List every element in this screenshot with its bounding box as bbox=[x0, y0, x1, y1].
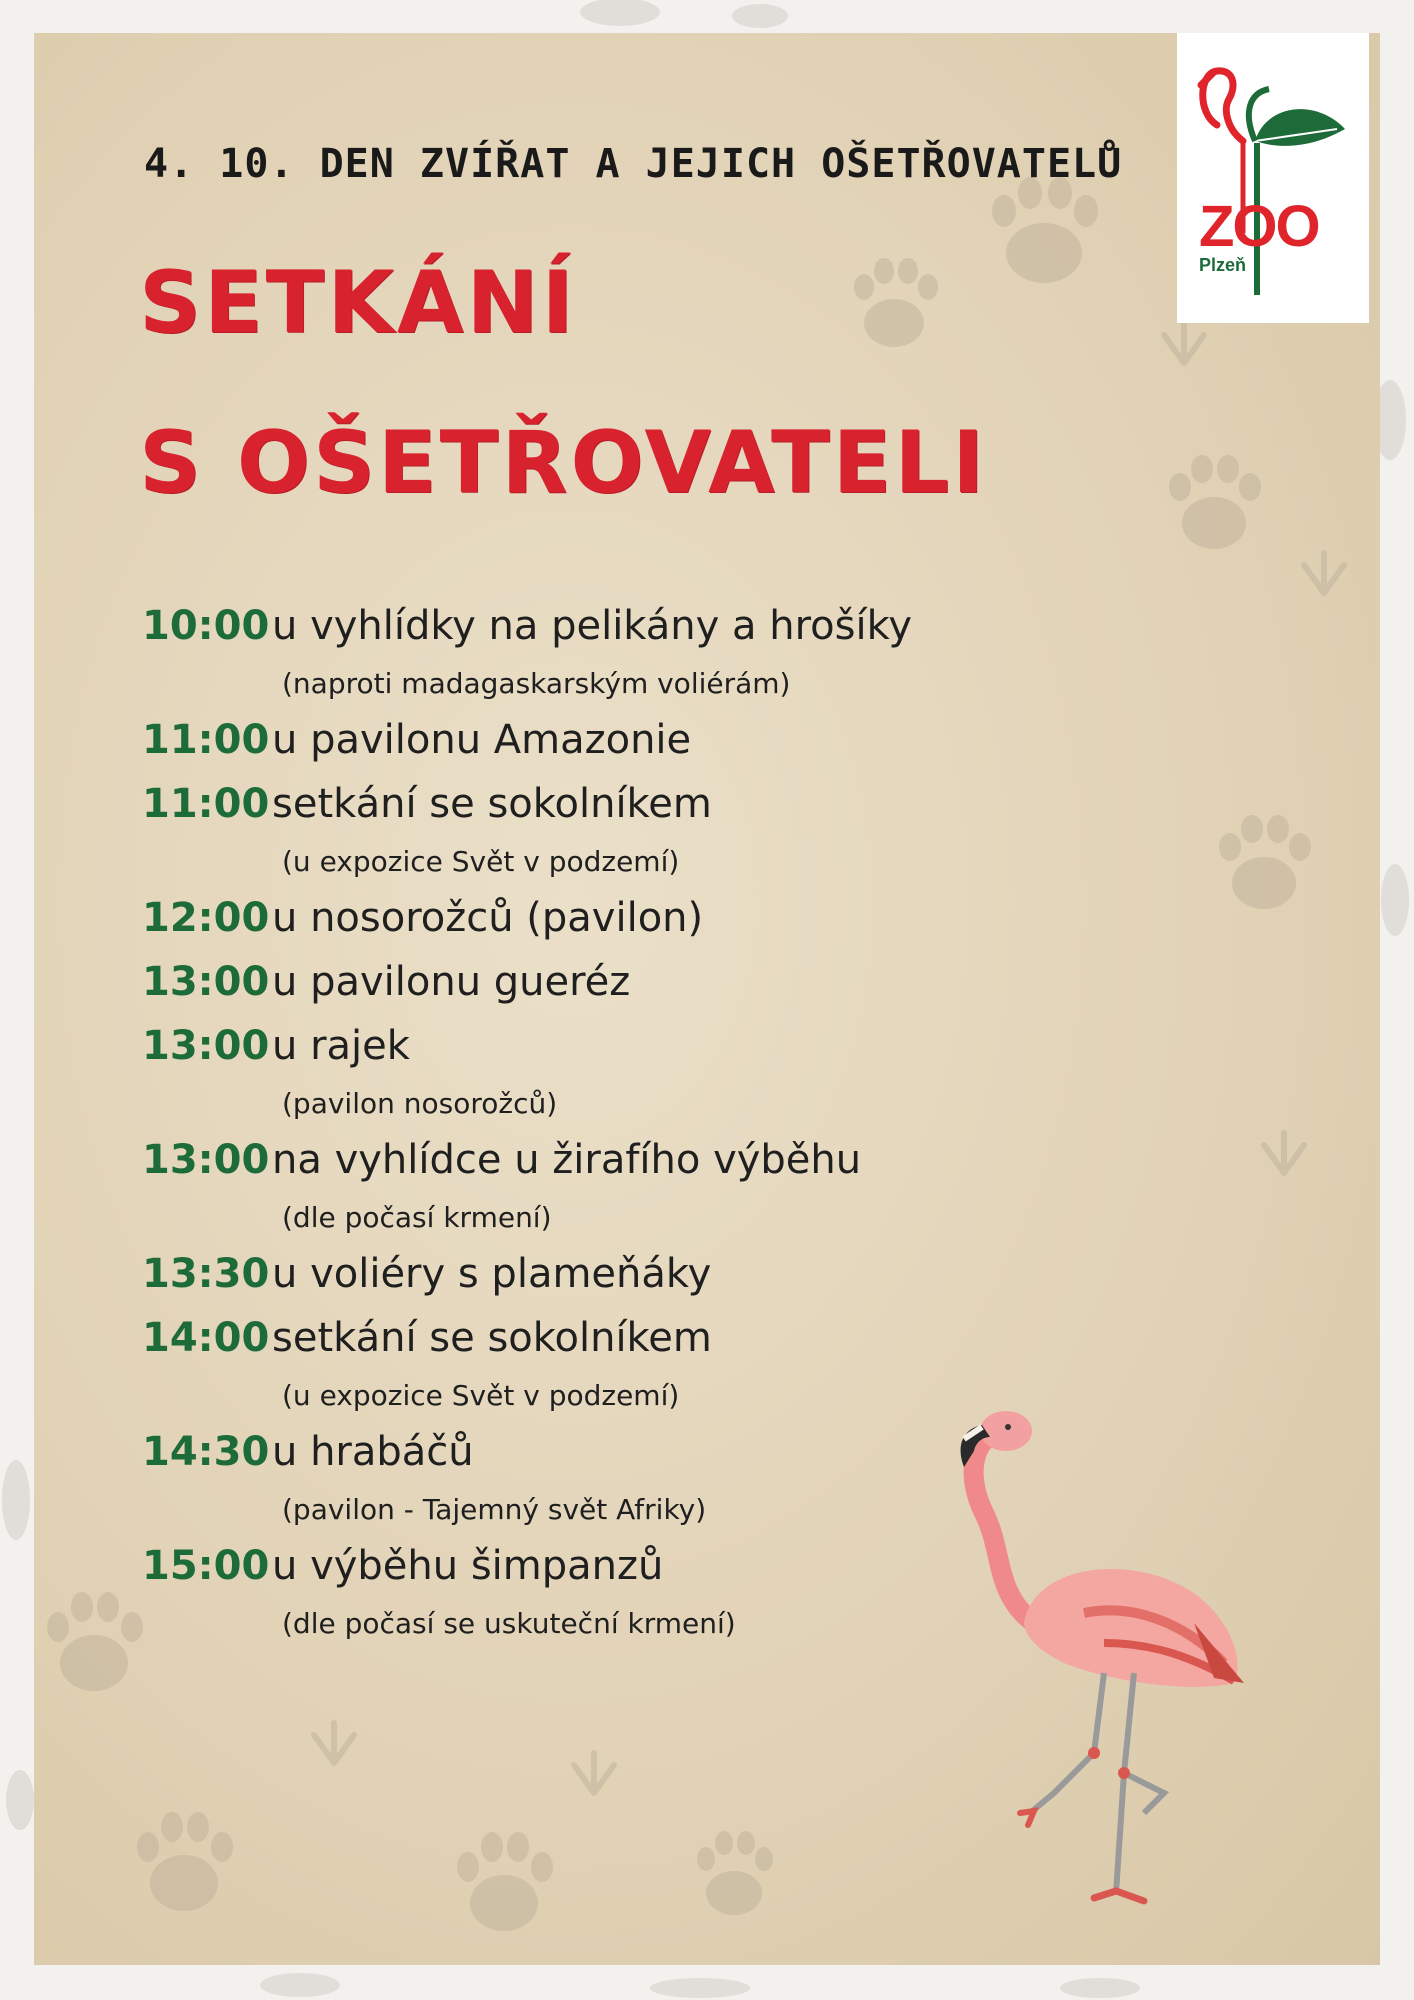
schedule-entry bbox=[142, 1137, 1092, 1251]
poster bbox=[34, 33, 1380, 1965]
schedule-time: 13:00 bbox=[142, 959, 270, 1005]
schedule-time: 12:00 bbox=[142, 895, 270, 941]
schedule-note: (u expozice Svět v podzemí) bbox=[282, 1379, 680, 1412]
schedule-note: (naproti madagaskarským voliérám) bbox=[282, 667, 791, 700]
schedule-place: u pavilonu Amazonie bbox=[272, 717, 692, 763]
schedule-note: (dle počasí krmení) bbox=[282, 1201, 552, 1234]
schedule-place: u voliéry s plameňáky bbox=[272, 1251, 712, 1297]
flamingo-illustration bbox=[934, 1393, 1314, 1933]
schedule-entry bbox=[142, 603, 1092, 717]
schedule-time: 13:00 bbox=[142, 1137, 270, 1183]
schedule-entry bbox=[142, 1251, 1092, 1315]
schedule-note: (pavilon nosorožců) bbox=[282, 1087, 558, 1120]
logo-city: Plzeň bbox=[1199, 255, 1247, 275]
schedule-entry bbox=[142, 895, 1092, 959]
schedule-place: setkání se sokolníkem bbox=[272, 1315, 712, 1361]
title-line-2: S OŠETŘOVATELI bbox=[139, 413, 988, 513]
schedule-time: 14:30 bbox=[142, 1429, 270, 1475]
schedule-entry bbox=[142, 717, 1092, 781]
schedule-place: u pavilonu gueréz bbox=[272, 959, 631, 1005]
schedule-place: u vyhlídky na pelikány a hrošíky bbox=[272, 603, 912, 649]
schedule-entry bbox=[142, 781, 1092, 895]
schedule-entry bbox=[142, 1023, 1092, 1137]
schedule-place: u výběhu šimpanzů bbox=[272, 1543, 664, 1589]
schedule-place: u nosorožců (pavilon) bbox=[272, 895, 704, 941]
flamingo-logo-icon bbox=[1177, 33, 1369, 323]
schedule-note: (pavilon - Tajemný svět Afriky) bbox=[282, 1493, 707, 1526]
schedule-time: 14:00 bbox=[142, 1315, 270, 1361]
title-line-1: SETKÁNÍ bbox=[139, 253, 577, 353]
schedule-place: u hrabáčů bbox=[272, 1429, 474, 1475]
schedule-time: 15:00 bbox=[142, 1543, 270, 1589]
schedule-time: 10:00 bbox=[142, 603, 270, 649]
logo-text: ZOO bbox=[1199, 194, 1319, 259]
event-subtitle: 4. 10. DEN ZVÍŘAT A JEJICH OŠETŘOVATELŮ bbox=[144, 141, 1123, 187]
schedule-entry bbox=[142, 959, 1092, 1023]
schedule-place: setkání se sokolníkem bbox=[272, 781, 712, 827]
schedule-time: 11:00 bbox=[142, 717, 270, 763]
schedule-note: (u expozice Svět v podzemí) bbox=[282, 845, 680, 878]
schedule-place: na vyhlídce u žirafího výběhu bbox=[272, 1137, 862, 1183]
schedule-place: u rajek bbox=[272, 1023, 410, 1069]
schedule-time: 13:30 bbox=[142, 1251, 270, 1297]
zoo-logo bbox=[1177, 33, 1369, 323]
schedule-time: 13:00 bbox=[142, 1023, 270, 1069]
schedule-note: (dle počasí se uskuteční krmení) bbox=[282, 1607, 736, 1640]
schedule-time: 11:00 bbox=[142, 781, 270, 827]
